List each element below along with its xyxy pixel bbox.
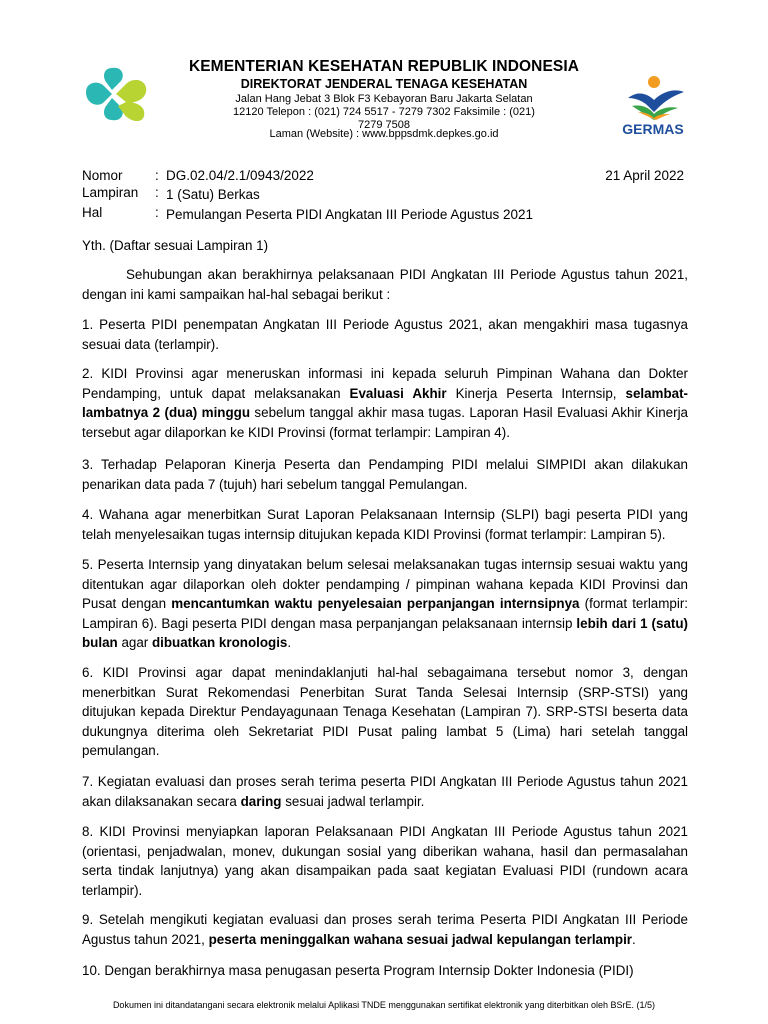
point-10: 10. Dengan berakhirnya masa penugasan peserta Program Internsip Dokter Indonesia (PIDI) bbox=[82, 963, 634, 978]
hal-label: Hal bbox=[82, 205, 103, 220]
nomor-value: DG.02.04/2.1/0943/2022 bbox=[166, 168, 314, 183]
hal-value: Pemulangan Peserta PIDI Angkatan III Periode Agustus 2021 bbox=[166, 207, 533, 222]
website-line: Laman (Website) : www.bppsdmk.depkes.go.id bbox=[269, 128, 499, 140]
point-6: 6. KIDI Provinsi agar dapat menindaklanjuti hal-hal sebagaimana tersebut nomor 3, dengan menerbitkan Surat Rekomendasi Penerbitan Surat Tanda Selesai Internsip (SRP-STSI) yang ditujukan kepada Direktur Pendayagunaan Tenaga Kesehatan (Lampiran 7). SRP-STSI beserta data dukungnya diterima oleh Sekretariat PIDI Pusat paling lambat 5 (Lima) hari setelah tanggal pemulangan. bbox=[82, 665, 688, 759]
salutation: Yth. (Daftar sesuai Lampiran 1) bbox=[82, 238, 269, 253]
lampiran-label: Lampiran bbox=[82, 185, 139, 200]
point-5: 5. Peserta Internsip yang dinyatakan belum selesai melaksanakan tugas internsip sesuai waktu yang ditentukan agar dilaporkan oleh dokter pendamping / pimpinan wahana kepada KIDI Provinsi dan Pusat dengan mencantumkan waktu penyelesaian perpanjangan internsipnya (format terlampir: Lampiran 6). Bagi peserta PIDI dengan masa perpanjangan pelaksanaan internsip lebih dari 1 (satu) bulan agar dibuatkan kronologis. bbox=[82, 557, 688, 651]
address-line-1: Jalan Hang Jebat 3 Blok F3 Kebayoran Baru Jakarta Selatan bbox=[235, 93, 533, 105]
ministry-name: KEMENTERIAN KESEHATAN REPUBLIK INDONESIA bbox=[188, 58, 580, 75]
germas-label: GERMAS bbox=[622, 121, 684, 136]
nomor-colon: : bbox=[155, 168, 159, 183]
lampiran-colon: : bbox=[155, 185, 159, 200]
germas-logo-icon bbox=[614, 74, 692, 136]
point-4: 4. Wahana agar menerbitkan Surat Laporan Pelaksanaan Internsip (SLPI) bagi peserta PIDI yang telah menyelesaikan tugas internsip ditujukan kepada KIDI Provinsi (format terlampir: Lampiran 5). bbox=[82, 507, 688, 542]
point-2: 2. KIDI Provinsi agar meneruskan informasi ini kepada seluruh Pimpinan Wahana dan Dokter Pendamping, untuk dapat melaksanakan Evaluasi Akhir Kinerja Peserta Internsip, selambat-lambatnya 2 (dua) minggu sebelum tanggal akhir masa tugas. Laporan Hasil Evaluasi Akhir Kinerja tersebut agar dilaporkan ke KIDI Provinsi (format terlampir: Lampiran 4). bbox=[82, 366, 689, 440]
point-3: 3. Terhadap Pelaporan Kinerja Peserta dan Pendamping PIDI melalui SIMPIDI akan dilakukan penarikan data pada 7 (tujuh) hari sebelum tanggal Pemulangan. bbox=[82, 457, 688, 492]
point-9: 9. Setelah mengikuti kegiatan evaluasi dan proses serah terima Peserta PIDI Angkatan III Periode Agustus tahun 2021, peserta meninggalkan wahana sesuai jadwal kepulangan terlampir. bbox=[82, 912, 688, 947]
intro-paragraph: Sehubungan akan berakhirnya pelaksanaan PIDI Angkatan III Periode Agustus tahun 2021, dengan ini kami sampaikan hal-hal sebagai berikut : bbox=[82, 267, 688, 302]
esign-footer: Dokumen ini ditandatangani secara elektronik melalui Aplikasi TNDE menggunakan sertifikat elektronik yang diterbitkan oleh BSrE. (1/5) bbox=[112, 1000, 656, 1010]
point-7: 7. Kegiatan evaluasi dan proses serah terima peserta PIDI Angkatan III Periode Agustus tahun 2021 akan dilaksanakan secara daring sesuai jadwal terlampir. bbox=[82, 774, 688, 809]
kemenkes-logo-icon bbox=[82, 62, 156, 126]
point-1: 1. Peserta PIDI penempatan Angkatan III Periode Agustus 2021, akan mengakhiri masa tugasnya sesuai data (terlampir). bbox=[82, 317, 688, 352]
letter-date: 21 April 2022 bbox=[605, 168, 684, 183]
nomor-label: Nomor bbox=[82, 168, 123, 183]
directorate-name: DIREKTORAT JENDERAL TENAGA KESEHATAN bbox=[240, 77, 528, 91]
hal-colon: : bbox=[155, 205, 159, 220]
lampiran-value: 1 (Satu) Berkas bbox=[166, 187, 260, 202]
address-line-2: 12120 Telepon : (021) 724 5517 - 7279 7302 Faksimile : (021) bbox=[233, 106, 535, 118]
point-8: 8. KIDI Provinsi menyiapkan laporan Pelaksanaan PIDI Angkatan III Periode Agustus tahun 2021 (orientasi, penjadwalan, monev, dukungan sosial yang diberikan wahana, hasil dan permasalahan serta tindak lanjutnya) yang akan disampaikan pada saat kegiatan Evaluasi PIDI (rundown acara terlampir). bbox=[82, 824, 688, 898]
address-line-3: 7279 7508 bbox=[358, 119, 410, 131]
